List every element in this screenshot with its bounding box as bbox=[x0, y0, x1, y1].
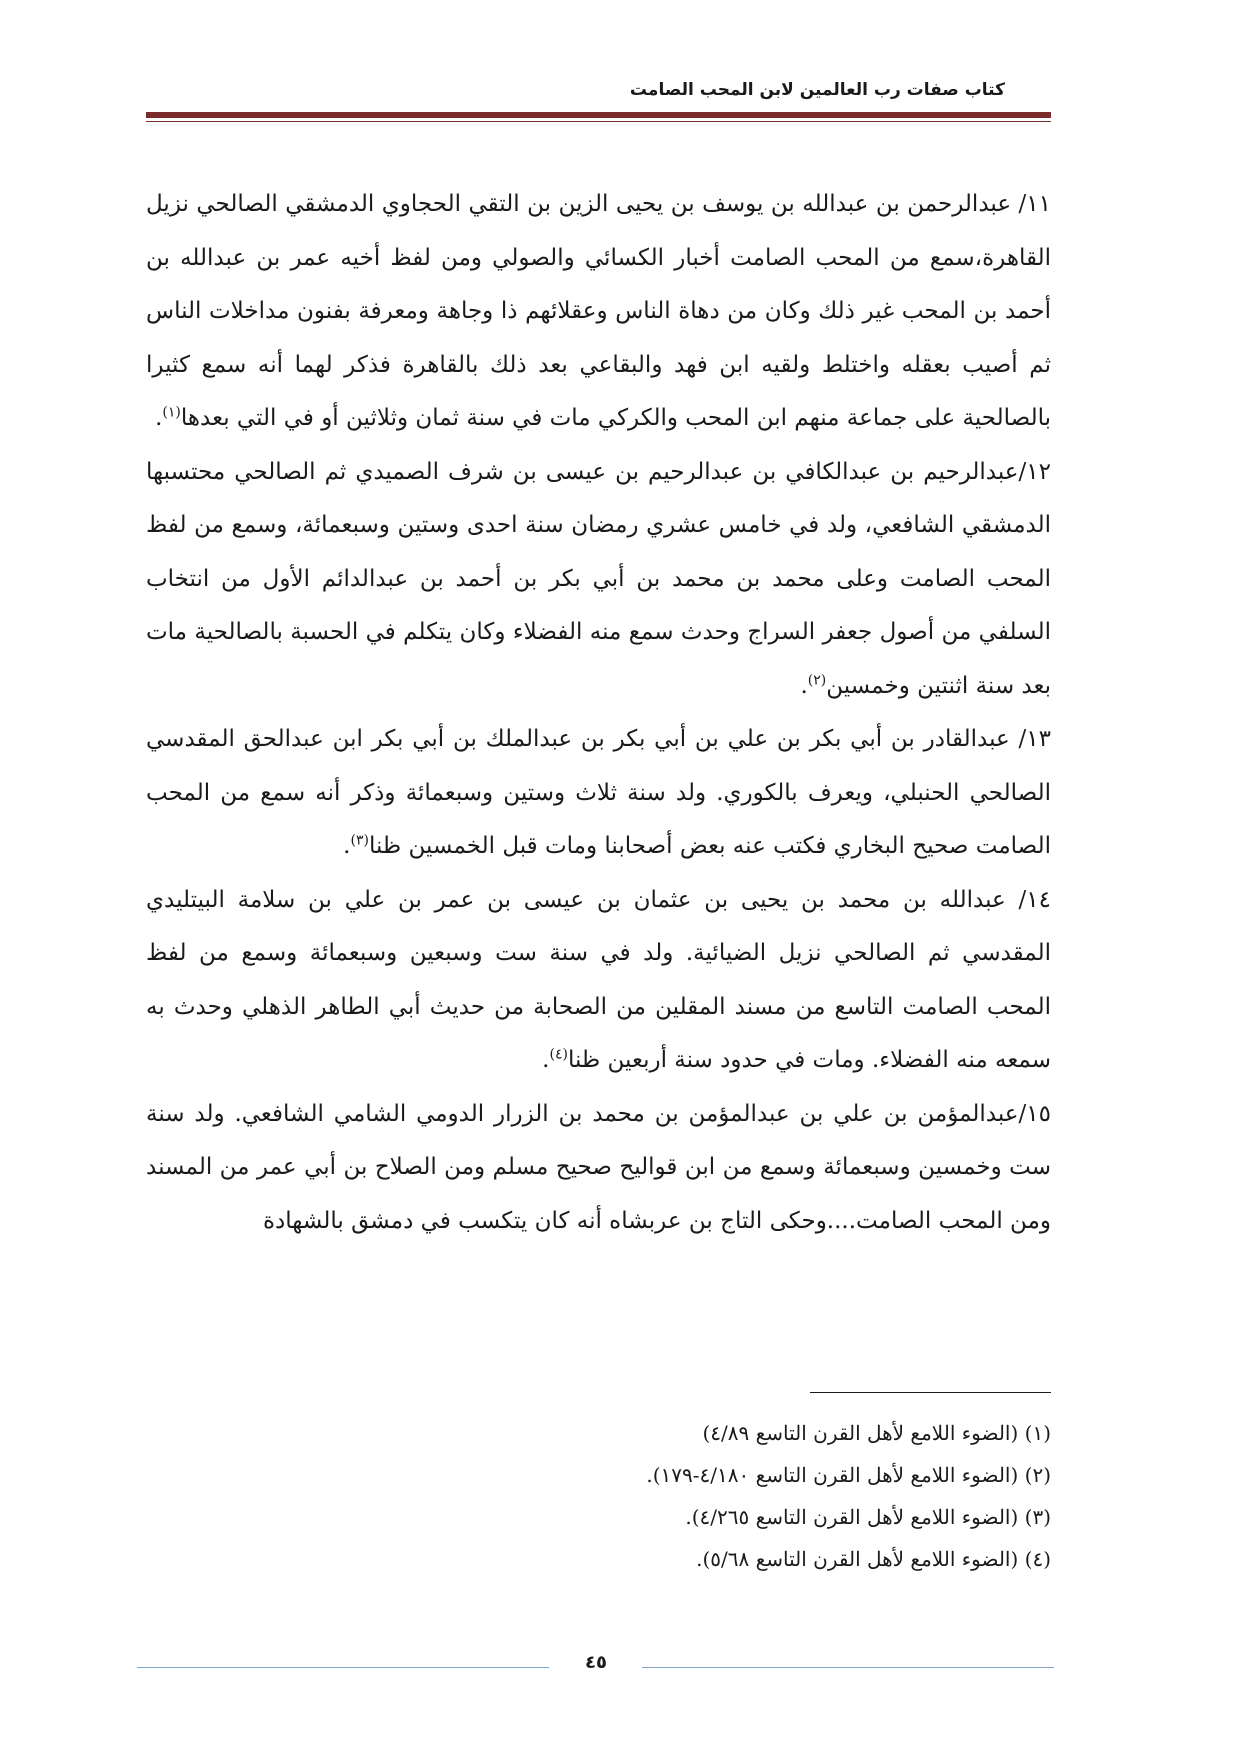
entry-text: ١١/ عبدالرحمن بن عبدالله بن يوسف بن يحيى الزين بن التقي الحجاوي الدمشقي الصالحي نزيل القاهرة،سمع من المحب الصامت أخبار الكسائي والصولي ومن لفظ أخيه عمر بن عبدالله بن أحمد بن المحب غير ذلك وكان من دهاة الناس وعقلائهم ذا وجاهة ومعرفة بفنون مداخلات الناس ثم أصيب بعقله واختلط ولقيه ابن فهد والبقاعي بعد ذلك بالقاهرة فذكر لهما أنه سمع كثيرا بالصالحية على جماعة منهم ابن المحب والكركي مات في سنة ثمان وثلاثين أو في التي بعدها bbox=[146, 191, 1051, 431]
entry-end: . bbox=[155, 405, 163, 431]
biography-entry-15 bbox=[146, 1088, 1051, 1249]
biography-entry-11 bbox=[146, 178, 1051, 446]
footer-rule-left bbox=[137, 1667, 549, 1668]
footnote-ref: (١) bbox=[162, 404, 181, 421]
entry-text: ١٢/عبدالرحيم بن عبدالكافي بن عبدالرحيم بن عيسى بن شرف الصميدي ثم الصالحي محتسبها الدمشقي الشافعي، ولد في خامس عشري رمضان سنة احدى وستين وسبعمائة، وسمع من لفظ المحب الصامت وعلى محمد بن محمد بن أبي بكر بن أحمد بن عبدالدائم الأول من انتخاب السلفي من أصول جعفر السراج وحدث سمع منه الفضلاء وكان يتكلم في الحسبة بالصالحية مات بعد سنة اثنتين وخمسين bbox=[146, 458, 1051, 699]
entry-end: . bbox=[343, 833, 351, 859]
footnote-ref: (٢) bbox=[807, 671, 827, 688]
biography-entry-13 bbox=[146, 713, 1051, 874]
entry-end: . bbox=[800, 672, 808, 699]
biography-entry-12 bbox=[146, 446, 1051, 714]
entry-end: . bbox=[542, 1047, 550, 1073]
footnotes bbox=[146, 1412, 1051, 1580]
footer-rule-right bbox=[642, 1667, 1054, 1668]
header-rule-thin bbox=[146, 121, 1051, 122]
entry-text: ١٣/ عبدالقادر بن أبي بكر بن علي بن أبي بكر بن عبدالملك بن أبي بكر ابن عبدالحق المقدسي الصالحي الحنبلي، ويعرف بالكوري. ولد سنة ثلاث وستين وسبعمائة وذكر أنه سمع من المحب الصامت صحيح البخاري فكتب عنه بعض أصحابنا ومات قبل الخمسين ظنا bbox=[146, 726, 1051, 859]
footnote-1: (١) (الضوء اللامع لأهل القرن التاسع ٤/٨٩) bbox=[702, 1421, 1051, 1445]
footnote-separator bbox=[810, 1392, 1051, 1393]
body-text bbox=[146, 178, 1051, 1248]
entry-text: ١٥/عبدالمؤمن بن علي بن عبدالمؤمن بن محمد بن الزرار الدومي الشامي الشافعي. ولد سنة ست وخمسين وسبعمائة وسمع من ابن قواليح صحيح مسلم ومن الصلاح بن أبي عمر من المسند ومن المحب الصامت....وحكى التاج بن عربشاه أنه كان يتكسب في دمشق بالشهادة bbox=[146, 1100, 1051, 1234]
running-header-title: كتاب صفات رب العالمين لابن المحب الصامت bbox=[629, 80, 1005, 100]
entry-text: ١٤/ عبدالله بن محمد بن يحيى بن عثمان بن عيسى بن عمر بن علي بن سلامة البيتليدي المقدسي ثم الصالحي نزيل الضيائية. ولد في سنة ست وسبعين وسبعمائة وسمع من لفظ المحب الصامت التاسع من مسند المقلين من الصحابة من حديث أبي الطاهر الذهلي وحدث به سمعه منه الفضلاء. ومات في حدود سنة أربعين ظنا bbox=[146, 886, 1052, 1073]
footnote-2: (٢) (الضوء اللامع لأهل القرن التاسع ٤/١٨٠-١٧٩). bbox=[646, 1463, 1051, 1487]
biography-entry-14 bbox=[146, 874, 1051, 1088]
footnote-4: (٤) (الضوء اللامع لأهل القرن التاسع ٥/٦٨). bbox=[696, 1547, 1051, 1571]
footnote-ref: (٣) bbox=[350, 832, 369, 849]
header-rule bbox=[146, 112, 1051, 118]
footnote-ref: (٤) bbox=[549, 1046, 568, 1063]
page-number: ٤٥ bbox=[585, 1652, 607, 1673]
footnote-3: (٣) (الضوء اللامع لأهل القرن التاسع ٤/٢٦٥). bbox=[685, 1505, 1051, 1529]
